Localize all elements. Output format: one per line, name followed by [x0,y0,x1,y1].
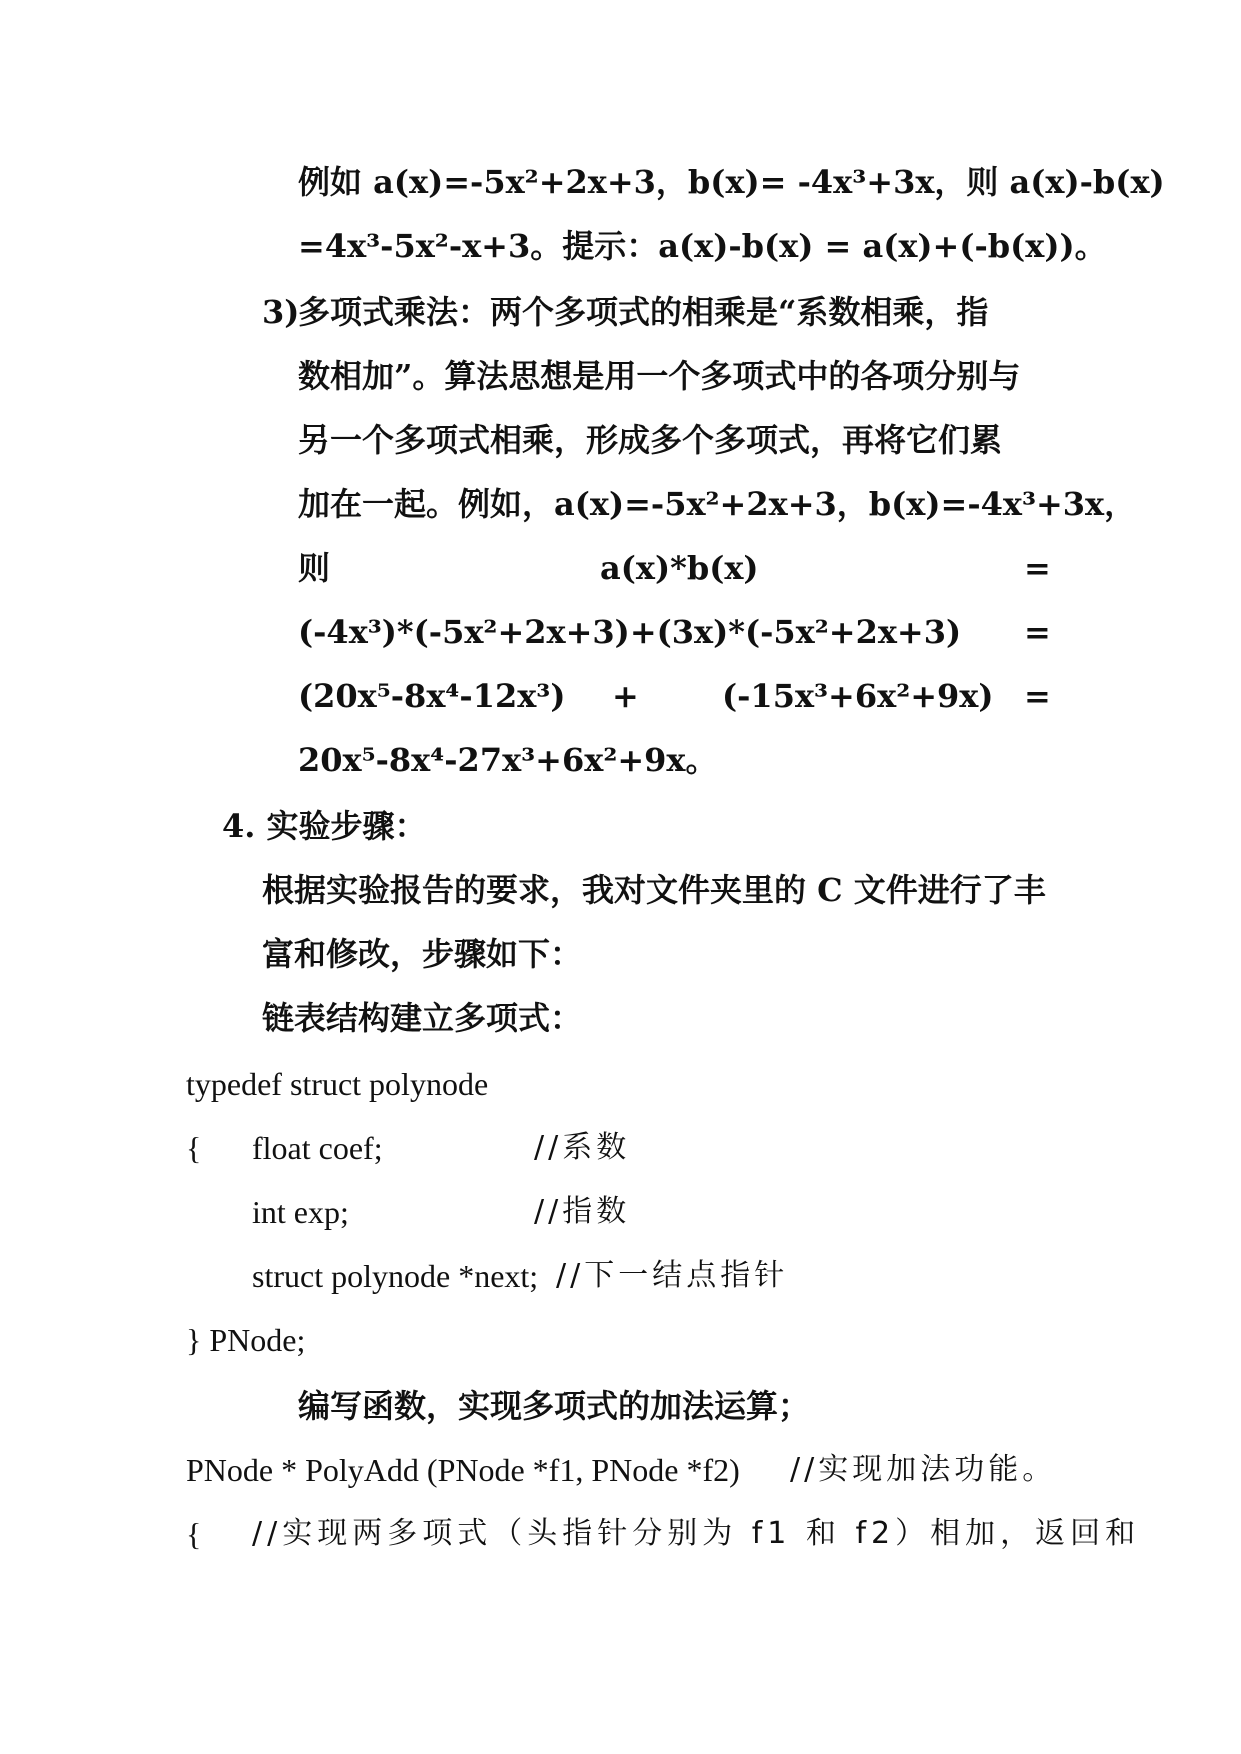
code1-line-3-comment: //指数 [534,1194,631,1229]
item3-line-1: 多项式乘法：两个多项式的相乘是“系数相乘，指 [298,293,989,331]
section4-para-2: 富和修改，步骤如下： [262,935,583,973]
eq4-result: 20x⁵-8x⁴-27x³+6x²+9x。 [298,741,718,779]
section4-para-3: 链表结构建立多项式： [262,999,583,1037]
eq1-label: 则 [298,549,331,587]
function-heading: 编写函数，实现多项式的加法运算； [298,1387,811,1425]
item3-line-4: 加在一起。例如，a(x)=-5x²+2x+3，b(x)=-4x³+3x， [298,485,1137,523]
code1-open-brace: { [186,1130,202,1166]
code1-line-3: int exp; [252,1194,349,1230]
eq1-expr: a(x)*b(x) [600,549,759,587]
item3-line-3: 另一个多项式相乘，形成多个多项式，再将它们累 [298,421,1003,459]
eq2-expr: (-4x³)*(-5x²+2x+3)+(3x)*(-5x²+2x+3) [298,613,962,651]
example-sub-line-1: 例如 a(x)=-5x²+2x+3，b(x)= -4x³+3x，则 a(x)-b(x) [298,163,1165,201]
code2-line-1: PNode * PolyAdd (PNode *f1, PNode *f2) [186,1452,740,1488]
eq1-equals: = [1024,549,1051,587]
code2-line-2-comment: //实现两多项式（头指针分别为 f1 和 f2）相加，返回和 [252,1516,1141,1551]
section4-para-1: 根据实验报告的要求，我对文件夹里的 C 文件进行了丰 [262,871,1046,909]
section4-title: 4. 实验步骤： [222,807,427,845]
eq3-term-2: (-15x³+6x²+9x) [722,677,994,715]
item3-line-2: 数相加”。算法思想是用一个多项式中的各项分别与 [298,357,1021,395]
example-sub-line-2: =4x³-5x²-x+3。提示：a(x)-b(x) = a(x)+(-b(x))。 [298,227,1107,265]
eq3-equals: = [1024,677,1051,715]
code1-line-2-comment: //系数 [534,1130,631,1165]
item3-number: 3) [262,293,300,331]
eq3-plus: + [612,677,639,715]
code1-line-1: typedef struct polynode [186,1066,489,1102]
eq3-term-1: (20x⁵-8x⁴-12x³) [298,677,566,715]
eq2-equals: = [1024,613,1051,651]
code2-open-brace: { [186,1516,202,1552]
code1-line-4-comment: //下一结点指针 [556,1258,789,1293]
code2-line-1-comment: //实现加法功能。 [790,1452,1057,1487]
code1-line-2: float coef; [252,1130,383,1166]
code1-line-4: struct polynode *next; [252,1258,539,1294]
code1-line-5: } PNode; [186,1322,306,1358]
